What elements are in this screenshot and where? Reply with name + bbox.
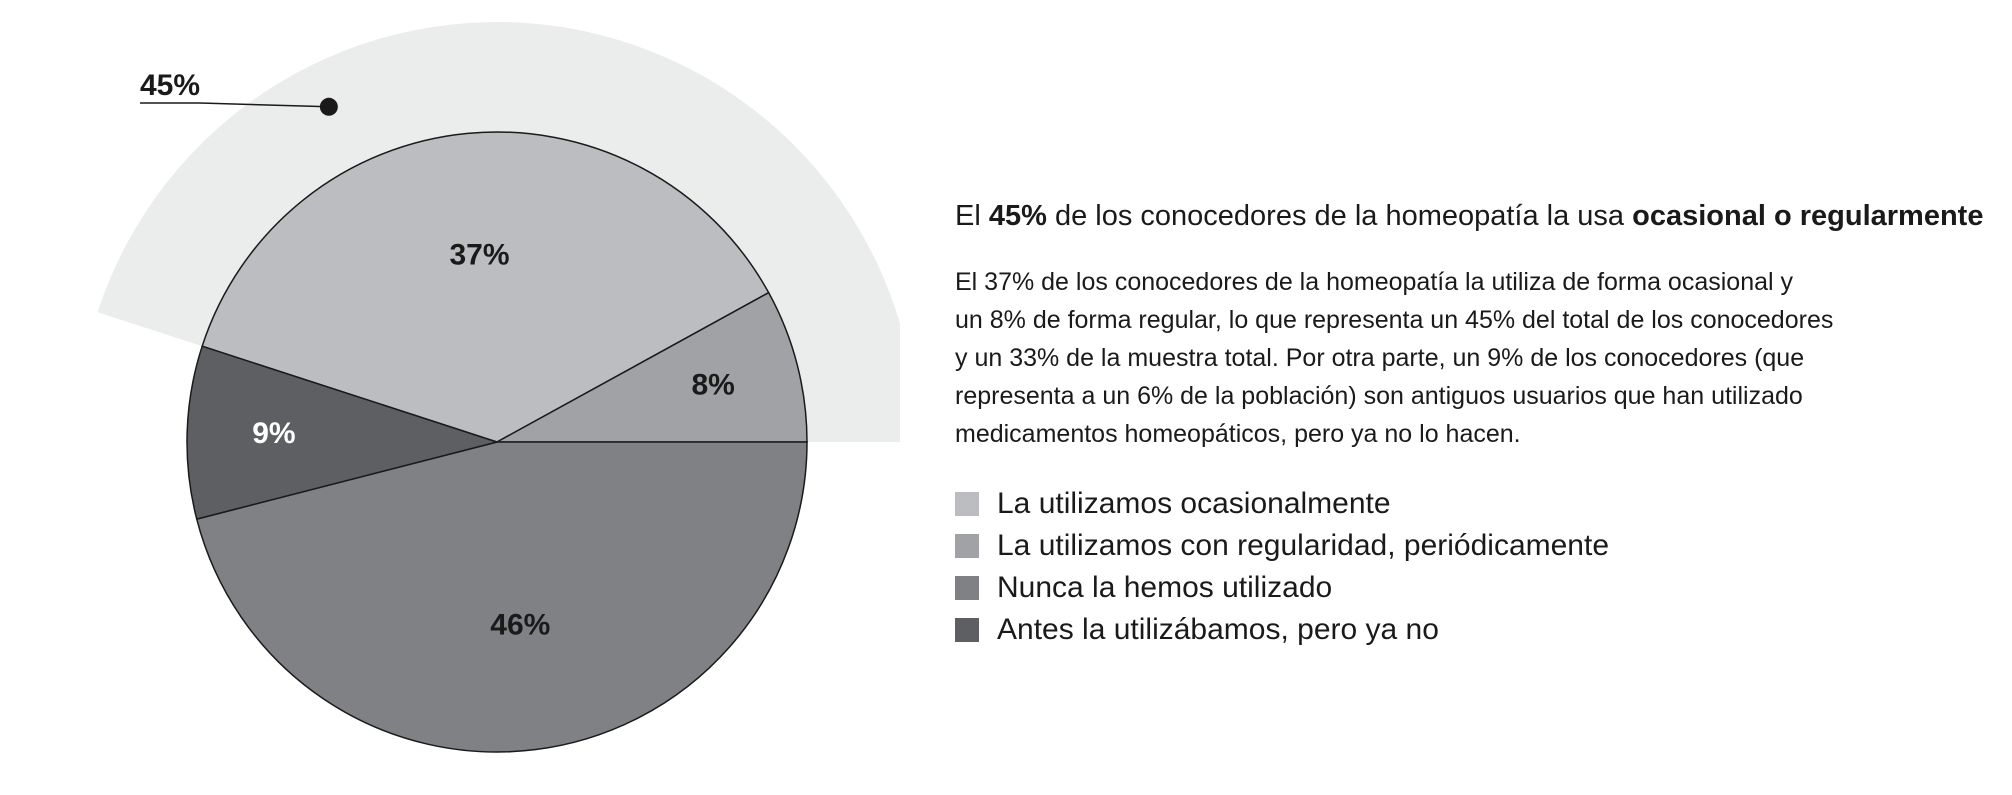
description-paragraph	[955, 263, 1995, 453]
paragraph-line: medicamentos homeopáticos, pero ya no lo hacen.	[955, 420, 1521, 448]
headline-mid: de los conocedores de la homeopatía la usa	[1046, 200, 1633, 232]
legend-item	[955, 609, 1995, 651]
legend-label: Antes la utilizábamos, pero ya no	[997, 613, 1439, 646]
slice-label: 8%	[691, 368, 735, 402]
legend-label: La utilizamos con regularidad, periódicamente	[997, 529, 1610, 562]
slice-label: 46%	[490, 608, 551, 642]
headline-bold-phrase: ocasional o regularmente	[1632, 200, 1984, 232]
paragraph-line: y un 33% de la muestra total. Por otra parte, un 9% de los conocedores (que	[955, 344, 1805, 372]
headline	[955, 200, 1995, 233]
paragraph-line: El 37% de los conocedores de la homeopatía la utiliza de forma ocasional y	[955, 268, 1794, 296]
legend-label: Nunca la hemos utilizado	[997, 571, 1333, 604]
callout-label: 45%	[140, 69, 201, 102]
legend-item	[955, 483, 1995, 525]
legend-swatch	[955, 576, 979, 600]
paragraph-line: representa a un 6% de la población) son antiguos usuarios que han utilizado	[955, 382, 1803, 410]
legend-swatch	[955, 492, 979, 516]
slice-label: 37%	[449, 238, 510, 272]
legend	[955, 483, 1995, 651]
legend-item	[955, 567, 1995, 609]
headline-pre: El	[955, 200, 989, 232]
paragraph-line: un 8% de forma regular, lo que representa un 45% del total de los conocedores	[955, 306, 1834, 334]
legend-swatch	[955, 618, 979, 642]
slice-label: 9%	[252, 416, 296, 450]
legend-item	[955, 525, 1995, 567]
text-panel	[955, 200, 1995, 651]
legend-swatch	[955, 534, 979, 558]
legend-label: La utilizamos ocasionalmente	[997, 487, 1391, 520]
pie-chart	[0, 0, 900, 795]
headline-bold-percent: 45%	[988, 200, 1047, 232]
